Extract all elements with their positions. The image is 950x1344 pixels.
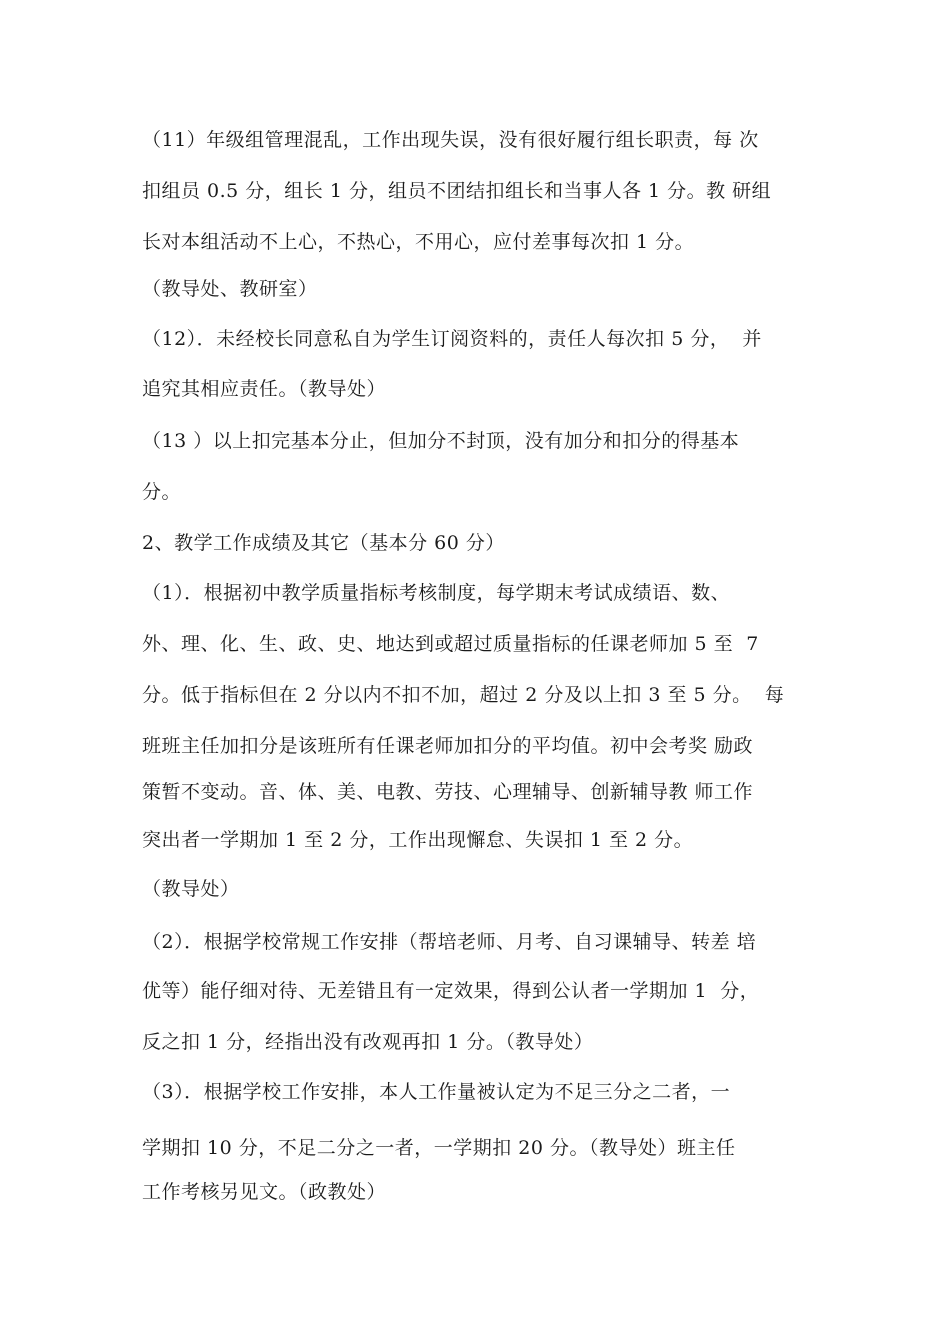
text-line: 扣组员 0.5 分，组长 1 分，组员不团结扣组长和当事人各 1 分。教 研组 [142, 180, 772, 202]
text-line: 突出者一学期加 1 至 2 分，工作出现懈怠、失误扣 1 至 2 分。 [142, 829, 694, 851]
text-line: （2）．根据学校常规工作安排（帮培老师、月考、自习课辅导、转差 培 [142, 931, 757, 953]
text-line: 分。低于指标但在 2 分以内不扣不加，超过 2 分及以上扣 3 至 5 分。 每 [142, 684, 785, 706]
text-line: 班班主任加扣分是该班所有任课老师加扣分的平均值。初中会考奖 励政 [142, 735, 754, 757]
text-line: 工作考核另见文。（政教处） [142, 1181, 387, 1203]
text-line: 分。 [142, 481, 182, 503]
text-line: （12）．未经校长同意私自为学生订阅资料的，责任人每次扣 5 分， 并 [142, 328, 762, 350]
text-line: 策暂不变动。音、体、美、电教、劳技、心理辅导、创新辅导教 师工作 [142, 781, 754, 803]
text-line: （11）年级组管理混乱，工作出现失误，没有很好履行组长职责，每 次 [142, 129, 759, 151]
text-line: 外、理、化、生、政、史、地达到或超过质量指标的任课老师加 5 至 7 [142, 633, 759, 655]
text-line: 长对本组活动不上心，不热心，不用心，应付差事每次扣 1 分。 [142, 231, 695, 253]
text-line: （教导处、教研室） [142, 278, 318, 300]
text-line: （1）．根据初中教学质量指标考核制度，每学期末考试成绩语、数、 [142, 582, 731, 604]
text-line: 反之扣 1 分，经指出没有改观再扣 1 分。（教导处） [142, 1031, 594, 1053]
section-heading: 2、教学工作成绩及其它（基本分 60 分） [142, 532, 505, 554]
text-line: （13 ）以上扣完基本分止，但加分不封顶，没有加分和扣分的得基本 [142, 430, 740, 452]
text-line: （教导处） [142, 878, 240, 900]
text-line: 学期扣 10 分，不足二分之一者，一学期扣 20 分。（教导处）班主任 [142, 1137, 736, 1159]
text-line: 追究其相应责任。（教导处） [142, 378, 387, 400]
text-line: 优等）能仔细对待、无差错且有一定效果，得到公认者一学期加 1 分， [142, 980, 760, 1002]
text-line: （3）．根据学校工作安排，本人工作量被认定为不足三分之二者，一 [142, 1081, 731, 1103]
